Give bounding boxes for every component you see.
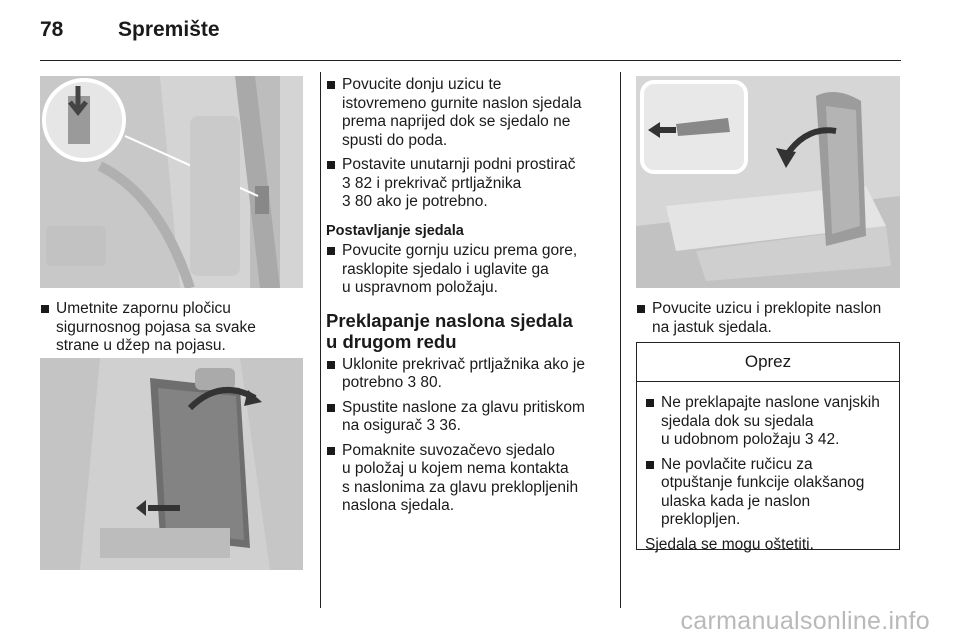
folding-seat-illustration: [40, 358, 303, 570]
text-line: sjedala dok su sjedala: [661, 412, 814, 430]
page-number: 78: [40, 18, 64, 41]
text-line: sigurnosnog pojasa sa svake: [56, 318, 256, 336]
text-line: Ne preklapajte naslone vanjskih: [661, 394, 880, 411]
section-heading-folding-second-row: [326, 310, 611, 352]
caution-body: [637, 382, 899, 554]
bullet-marker: [327, 361, 335, 369]
text-line: potrebno 3 80.: [342, 374, 442, 391]
caution-box: [636, 342, 900, 553]
bullet-marker: [646, 461, 654, 469]
bullet-marker: [646, 399, 654, 407]
text-line: preklopljen.: [661, 511, 741, 528]
text-line: Povucite donju uzicu te: [342, 76, 502, 93]
text-line: otpuštanje funkcije olakšanog: [661, 474, 865, 491]
text-line: rasklopite sjedalo i uglavite ga: [342, 260, 549, 278]
header-rule: [40, 60, 901, 61]
text-line: u uspravnom položaju.: [342, 279, 498, 296]
text-line: u udobnom položaju 3 42.: [661, 431, 840, 448]
page-title: Spremište: [118, 18, 220, 41]
text-line: u položaj u kojem nema kontakta: [342, 460, 569, 477]
text-line: na jastuk sjedala.: [652, 318, 772, 336]
caution-bullet-outer-seats: [645, 394, 891, 450]
bullet-marker: [327, 247, 335, 255]
text-line: 3 82 i prekrivač prtljažnika: [342, 174, 522, 192]
text-line: Uklonite prekrivač prtljažnika ako je: [342, 355, 585, 373]
bullet-pull-upper-strap: [326, 242, 611, 298]
column-1-text: [40, 300, 310, 362]
text-line: spusti do poda.: [342, 131, 448, 149]
text-line: Ne povlačite ručicu za: [661, 455, 813, 473]
text-line: ulaska kada je naslon: [661, 492, 811, 510]
column-divider-1: [320, 72, 321, 608]
text-line: Umetnite zapornu pločicu: [56, 300, 231, 317]
text-line: Pomaknite suvozačevo sjedalo: [342, 441, 555, 459]
bullet-marker: [327, 81, 335, 89]
text-line: na osigurač 3 36.: [342, 417, 461, 434]
text-line: istovremeno gurnite naslon sjedala: [342, 94, 582, 112]
bullet-marker: [41, 305, 49, 313]
text-line: Postavite unutarnji podni prostirač: [342, 156, 576, 173]
column-2-text: [326, 76, 611, 522]
text-line: 3 80 ako je potrebno.: [342, 193, 488, 210]
bullet-marker: [637, 305, 645, 313]
watermark-text: carmanualsonline.info: [680, 607, 930, 635]
column-divider-2: [620, 72, 621, 608]
text-line: Povucite gornju uzicu prema gore,: [342, 242, 578, 259]
caution-bullet-handle: [645, 456, 891, 530]
caution-title: Oprez: [637, 343, 899, 382]
bullet-pull-lower-strap: [326, 76, 611, 150]
seatbelt-illustration: [40, 76, 303, 288]
bullet-insert-buckle: [40, 300, 310, 356]
text-line: strane u džep na pojasu.: [56, 337, 226, 354]
column-3-text: [636, 300, 900, 343]
bullet-marker: [327, 404, 335, 412]
bullet-move-passenger-seat: [326, 442, 611, 516]
bullet-lower-headrests: [326, 399, 611, 436]
bullet-remove-cover: [326, 356, 611, 393]
bullet-floor-mat: [326, 156, 611, 212]
text-line: naslona sjedala.: [342, 497, 455, 514]
text-line: Povucite uzicu i preklopite naslon: [652, 300, 882, 317]
bullet-marker: [327, 161, 335, 169]
seat-strap-illustration: [636, 76, 900, 288]
subheading-seat-installation: Postavljanje sjedala: [326, 222, 464, 239]
text-line: prema naprijed dok se sjedalo ne: [342, 113, 571, 130]
caution-note: Sjedala se mogu oštetiti.: [645, 535, 814, 553]
text-line: Spustite naslone za glavu pritiskom: [342, 398, 585, 416]
bullet-marker: [327, 447, 335, 455]
text-line: s naslonima za glavu preklopljenih: [342, 478, 579, 496]
heading-line: u drugom redu: [326, 330, 457, 352]
heading-line: Preklapanje naslona sjedala: [326, 309, 573, 331]
bullet-pull-strap-fold: [636, 300, 900, 337]
